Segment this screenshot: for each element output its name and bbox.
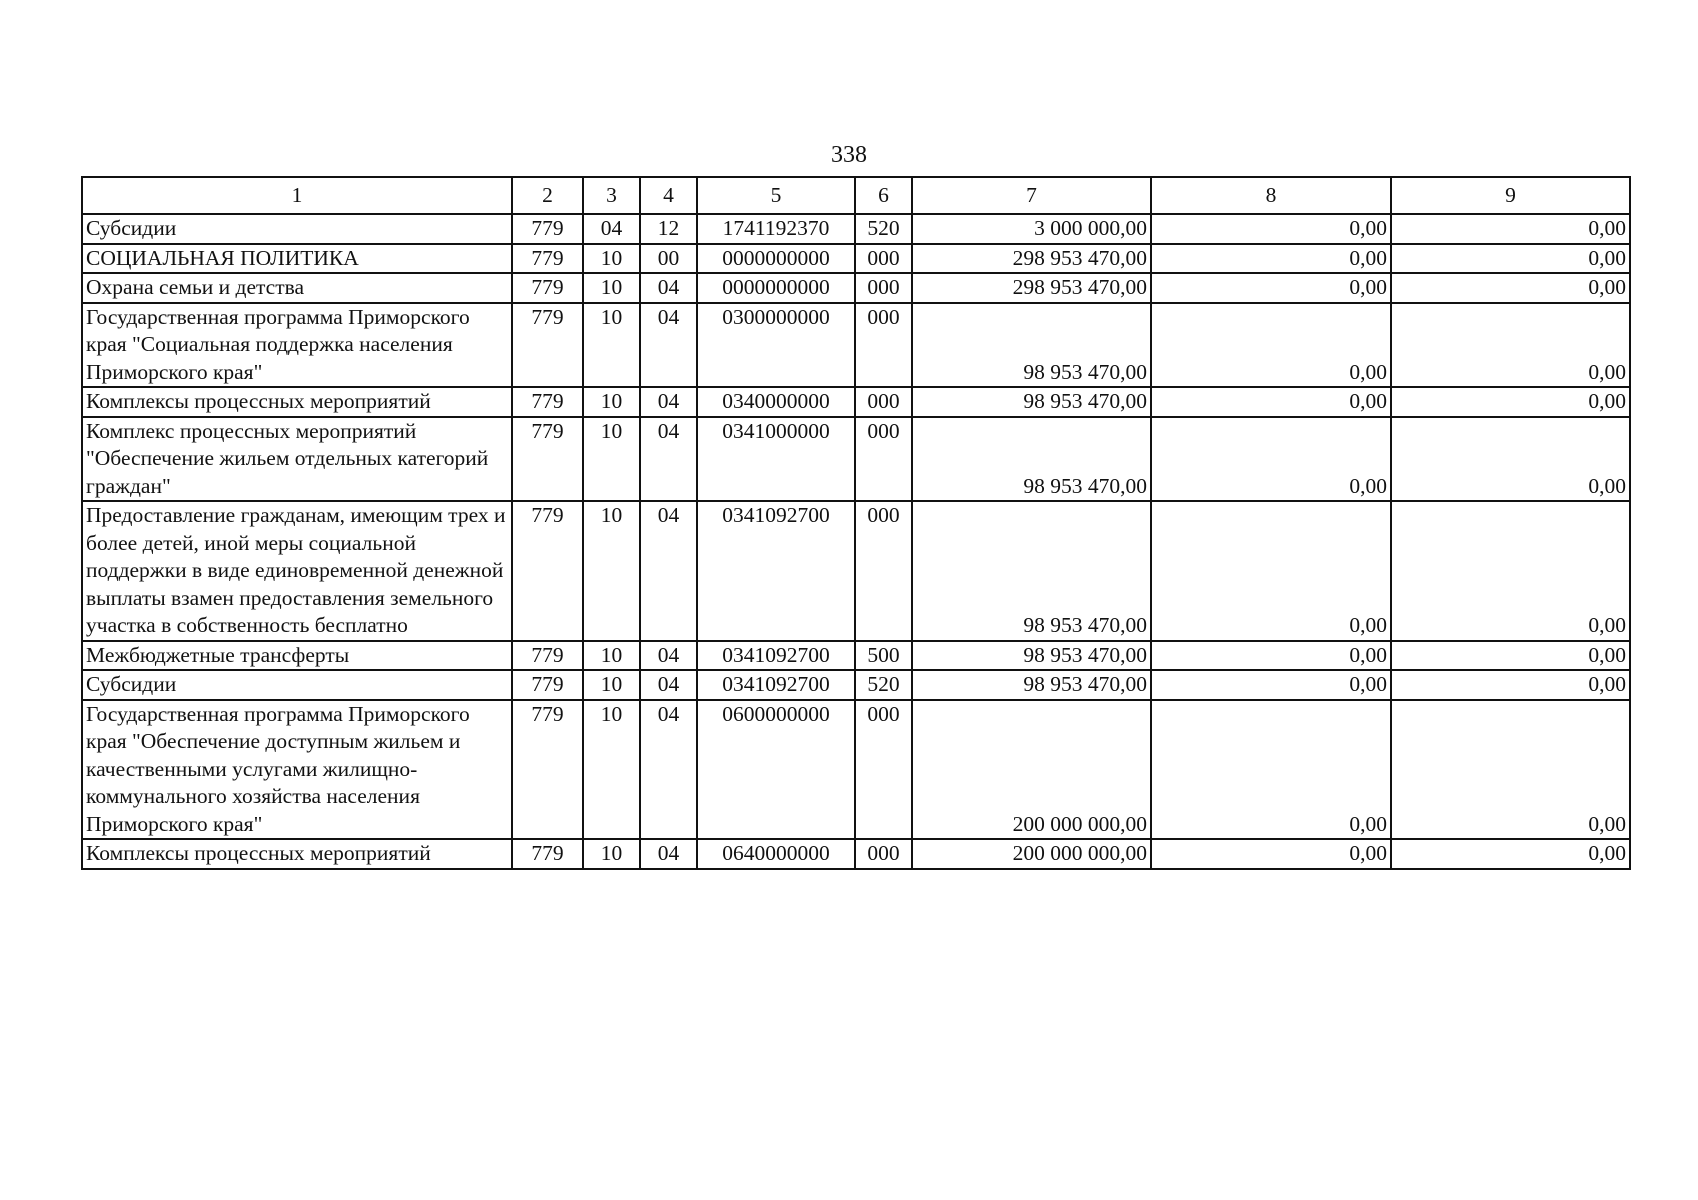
amount-col9-cell: 0,00 [1391, 273, 1630, 303]
column-header: 5 [697, 177, 855, 214]
expense-type-cell: 000 [855, 417, 912, 502]
chapter-code-cell: 779 [512, 214, 583, 244]
expense-type-cell: 000 [855, 501, 912, 641]
column-header: 3 [583, 177, 640, 214]
amount-col8-cell: 0,00 [1151, 670, 1391, 700]
amount-col8-cell: 0,00 [1151, 501, 1391, 641]
chapter-code-cell: 779 [512, 387, 583, 417]
subsection-code-cell: 04 [640, 273, 697, 303]
amount-col9-cell: 0,00 [1391, 244, 1630, 274]
amount-col8-cell: 0,00 [1151, 839, 1391, 869]
expense-type-cell: 000 [855, 387, 912, 417]
amount-col8-cell: 0,00 [1151, 303, 1391, 388]
chapter-code-cell: 779 [512, 670, 583, 700]
column-header: 4 [640, 177, 697, 214]
expense-type-cell: 000 [855, 839, 912, 869]
section-code-cell: 10 [583, 273, 640, 303]
section-code-cell: 10 [583, 501, 640, 641]
subsection-code-cell: 12 [640, 214, 697, 244]
table-row [82, 273, 1630, 303]
section-code-cell: 10 [583, 387, 640, 417]
expense-type-cell: 520 [855, 670, 912, 700]
row-name-cell: Комплексы процессных мероприятий [82, 839, 512, 869]
chapter-code-cell: 779 [512, 303, 583, 388]
target-article-cell: 0341000000 [697, 417, 855, 502]
amount-col8-cell: 0,00 [1151, 641, 1391, 671]
page-number: 338 [831, 142, 867, 168]
row-name-cell: Предоставление гражданам, имеющим трех и более детей, иной меры социальной поддержки в виде единовременной денежной выплаты взамен предоставления земельного участка в собственность бесплатно [82, 501, 512, 641]
column-header: 6 [855, 177, 912, 214]
table-row [82, 244, 1630, 274]
column-header: 7 [912, 177, 1151, 214]
header-row [82, 177, 1630, 214]
amount-col9-cell: 0,00 [1391, 303, 1630, 388]
column-header: 8 [1151, 177, 1391, 214]
target-article-cell: 0000000000 [697, 273, 855, 303]
row-name-cell: Субсидии [82, 214, 512, 244]
amount-col8-cell: 0,00 [1151, 244, 1391, 274]
table-row [82, 214, 1630, 244]
amount-col7-cell: 298 953 470,00 [912, 244, 1151, 274]
column-header: 1 [82, 177, 512, 214]
expense-type-cell: 500 [855, 641, 912, 671]
amount-col8-cell: 0,00 [1151, 214, 1391, 244]
target-article-cell: 0341092700 [697, 670, 855, 700]
chapter-code-cell: 779 [512, 244, 583, 274]
subsection-code-cell: 04 [640, 670, 697, 700]
expense-type-cell: 000 [855, 303, 912, 388]
target-article-cell: 0640000000 [697, 839, 855, 869]
table-row [82, 303, 1630, 388]
expense-type-cell: 520 [855, 214, 912, 244]
subsection-code-cell: 04 [640, 417, 697, 502]
amount-col7-cell: 298 953 470,00 [912, 273, 1151, 303]
target-article-cell: 0341092700 [697, 641, 855, 671]
table-row [82, 641, 1630, 671]
amount-col7-cell: 98 953 470,00 [912, 641, 1151, 671]
subsection-code-cell: 04 [640, 501, 697, 641]
row-name-cell: Комплекс процессных мероприятий "Обеспечение жильем отдельных категорий граждан" [82, 417, 512, 502]
amount-col7-cell: 98 953 470,00 [912, 387, 1151, 417]
chapter-code-cell: 779 [512, 273, 583, 303]
subsection-code-cell: 04 [640, 839, 697, 869]
table-row [82, 700, 1630, 840]
section-code-cell: 10 [583, 641, 640, 671]
section-code-cell: 10 [583, 670, 640, 700]
target-article-cell: 0341092700 [697, 501, 855, 641]
section-code-cell: 10 [583, 839, 640, 869]
chapter-code-cell: 779 [512, 501, 583, 641]
row-name-cell: СОЦИАЛЬНАЯ ПОЛИТИКА [82, 244, 512, 274]
subsection-code-cell: 04 [640, 700, 697, 840]
target-article-cell: 0300000000 [697, 303, 855, 388]
section-code-cell: 04 [583, 214, 640, 244]
target-article-cell: 0000000000 [697, 244, 855, 274]
amount-col8-cell: 0,00 [1151, 417, 1391, 502]
amount-col9-cell: 0,00 [1391, 641, 1630, 671]
amount-col7-cell: 98 953 470,00 [912, 417, 1151, 502]
chapter-code-cell: 779 [512, 700, 583, 840]
amount-col9-cell: 0,00 [1391, 214, 1630, 244]
target-article-cell: 0340000000 [697, 387, 855, 417]
chapter-code-cell: 779 [512, 417, 583, 502]
amount-col7-cell: 3 000 000,00 [912, 214, 1151, 244]
table-row [82, 387, 1630, 417]
chapter-code-cell: 779 [512, 839, 583, 869]
amount-col8-cell: 0,00 [1151, 273, 1391, 303]
section-code-cell: 10 [583, 417, 640, 502]
amount-col7-cell: 200 000 000,00 [912, 839, 1151, 869]
row-name-cell: Межбюджетные трансферты [82, 641, 512, 671]
amount-col8-cell: 0,00 [1151, 700, 1391, 840]
amount-col7-cell: 200 000 000,00 [912, 700, 1151, 840]
subsection-code-cell: 04 [640, 387, 697, 417]
amount-col7-cell: 98 953 470,00 [912, 501, 1151, 641]
section-code-cell: 10 [583, 700, 640, 840]
row-name-cell: Комплексы процессных мероприятий [82, 387, 512, 417]
target-article-cell: 1741192370 [697, 214, 855, 244]
amount-col9-cell: 0,00 [1391, 417, 1630, 502]
amount-col8-cell: 0,00 [1151, 387, 1391, 417]
column-header: 9 [1391, 177, 1630, 214]
section-code-cell: 10 [583, 244, 640, 274]
table-row [82, 839, 1630, 869]
expense-type-cell: 000 [855, 700, 912, 840]
row-name-cell: Государственная программа Приморского края "Обеспечение доступным жильем и качественными услугами жилищно-коммунального хозяйства населения Приморского края" [82, 700, 512, 840]
amount-col7-cell: 98 953 470,00 [912, 303, 1151, 388]
amount-col9-cell: 0,00 [1391, 670, 1630, 700]
amount-col9-cell: 0,00 [1391, 700, 1630, 840]
budget-table [81, 176, 1631, 870]
expense-type-cell: 000 [855, 244, 912, 274]
amount-col9-cell: 0,00 [1391, 839, 1630, 869]
table-row [82, 670, 1630, 700]
row-name-cell: Охрана семьи и детства [82, 273, 512, 303]
target-article-cell: 0600000000 [697, 700, 855, 840]
column-header: 2 [512, 177, 583, 214]
row-name-cell: Государственная программа Приморского края "Социальная поддержка населения Приморского края" [82, 303, 512, 388]
subsection-code-cell: 04 [640, 303, 697, 388]
expense-type-cell: 000 [855, 273, 912, 303]
row-name-cell: Субсидии [82, 670, 512, 700]
amount-col9-cell: 0,00 [1391, 387, 1630, 417]
section-code-cell: 10 [583, 303, 640, 388]
table-row [82, 417, 1630, 502]
amount-col9-cell: 0,00 [1391, 501, 1630, 641]
amount-col7-cell: 98 953 470,00 [912, 670, 1151, 700]
chapter-code-cell: 779 [512, 641, 583, 671]
subsection-code-cell: 00 [640, 244, 697, 274]
subsection-code-cell: 04 [640, 641, 697, 671]
table-row [82, 501, 1630, 641]
